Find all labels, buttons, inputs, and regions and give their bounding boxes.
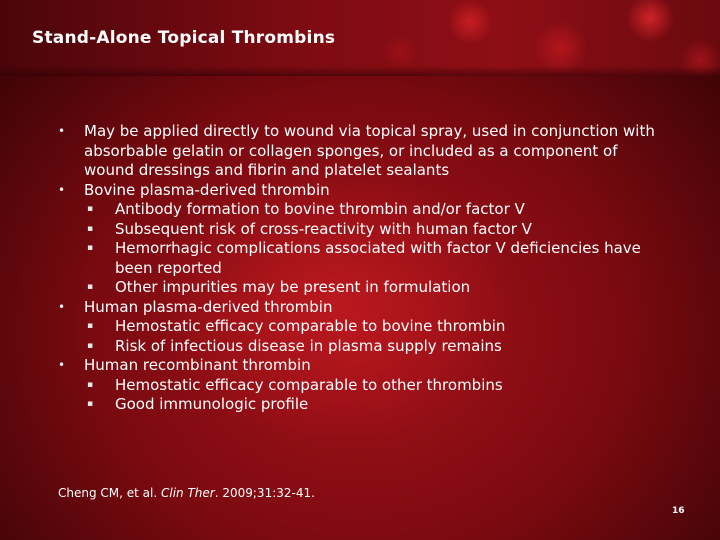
sub-bullet-item: ▪ Antibody formation to bovine thrombin and/or factor V bbox=[84, 200, 658, 220]
slide-title: Stand-Alone Topical Thrombins bbox=[32, 28, 336, 48]
sub-bullet-item: ▪ Subsequent risk of cross-reactivity with human factor V bbox=[84, 220, 658, 240]
bullet-item bbox=[58, 122, 658, 181]
citation-authors: Cheng CM, et al. bbox=[58, 486, 158, 500]
citation-details: . 2009;31:32-41. bbox=[214, 486, 315, 500]
sub-bullet-list bbox=[84, 200, 658, 298]
bullet-text: Bovine plasma-derived thrombin bbox=[84, 180, 330, 199]
bullet-text: May be applied directly to wound via topical spray, used in conjunction with absorbable gelatin or collagen sponges, or included as a component of wound dressings and fibrin and platelet sealants bbox=[84, 122, 655, 179]
sub-bullet-item: ▪ Risk of infectious disease in plasma supply remains bbox=[84, 337, 658, 357]
sub-bullet-item: ▪ Hemostatic efficacy comparable to other thrombins bbox=[84, 376, 658, 396]
sub-bullet-item: ▪ Hemostatic efficacy comparable to bovine thrombin bbox=[84, 317, 658, 337]
sub-bullet-item: ▪ Other impurities may be present in formulation bbox=[84, 278, 658, 298]
header-band bbox=[0, 0, 720, 76]
sub-bullet-item: ▪ Hemorrhagic complications associated with factor V deficiencies have been reported bbox=[84, 239, 658, 278]
bullet-text: Human recombinant thrombin bbox=[84, 356, 311, 374]
bullet-item bbox=[58, 298, 658, 357]
bullet-list bbox=[58, 122, 658, 415]
bullet-item bbox=[58, 356, 658, 415]
bullet-text: Human plasma-derived thrombin bbox=[84, 297, 333, 316]
citation-journal: Clin Ther bbox=[161, 486, 215, 500]
sub-bullet-item: ▪ Good immunologic profile bbox=[84, 395, 658, 415]
page-number: 16 bbox=[672, 506, 685, 516]
bullet-item bbox=[58, 181, 658, 298]
citation bbox=[58, 486, 315, 500]
sub-bullet-list bbox=[84, 376, 658, 415]
sub-bullet-list bbox=[84, 317, 658, 356]
slide-content bbox=[58, 122, 658, 415]
